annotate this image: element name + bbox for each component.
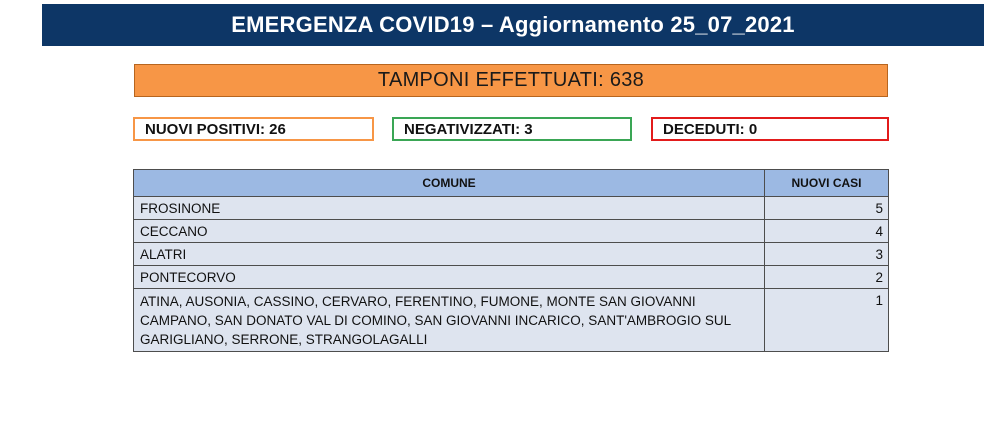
negativizzati-box: NEGATIVIZZATI: 3 [392,117,632,141]
page-title: EMERGENZA COVID19 – Aggiornamento 25_07_2021 [42,4,984,46]
cases-table [133,169,889,352]
nuovi-positivi-box: NUOVI POSITIVI: 26 [133,117,374,141]
comune-cell: CECCANO [134,220,765,243]
table-row [134,289,889,352]
nuovi-casi-cell: 4 [765,220,889,243]
table-row [134,243,889,266]
nuovi-casi-cell: 2 [765,266,889,289]
column-header-comune: COMUNE [134,170,765,197]
tamponi-banner: TAMPONI EFFETTUATI: 638 [134,64,888,97]
comune-cell: FROSINONE [134,197,765,220]
column-header-nuovi-casi: NUOVI CASI [765,170,889,197]
table-row [134,266,889,289]
comune-cell: PONTECORVO [134,266,765,289]
comune-cell: ATINA, AUSONIA, CASSINO, CERVARO, FERENTINO, FUMONE, MONTE SAN GIOVANNI CAMPANO, SAN DONATO VAL DI COMINO, SAN GIOVANNI INCARICO, SANT'AMBROGIO SUL GARIGLIANO, SERRONE, STRANGOLAGALLI [134,289,765,352]
table-header-row [134,170,889,197]
nuovi-casi-cell: 5 [765,197,889,220]
deceduti-box: DECEDUTI: 0 [651,117,889,141]
comune-cell: ALATRI [134,243,765,266]
nuovi-casi-cell: 3 [765,243,889,266]
nuovi-casi-cell: 1 [765,289,889,352]
table-row [134,220,889,243]
table-row [134,197,889,220]
